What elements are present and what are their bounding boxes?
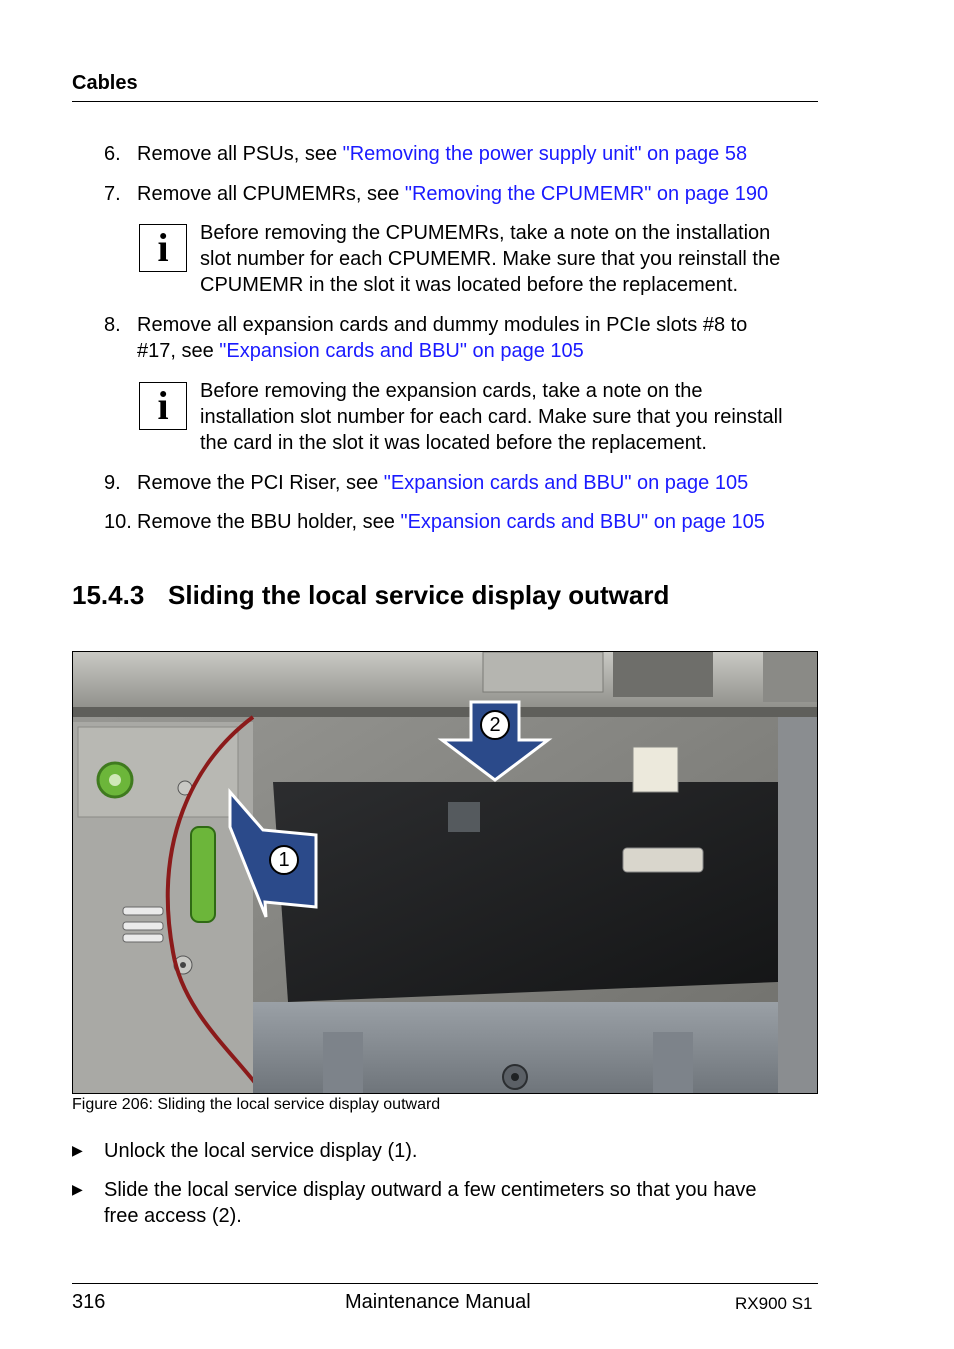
section-heading <box>72 580 669 611</box>
step-text: Remove all CPUMEMRs, see <box>137 183 405 205</box>
step-text: Remove the PCI Riser, see <box>137 472 384 494</box>
step-number: 8. <box>104 314 121 336</box>
info-icon: i <box>139 382 187 430</box>
link-removing-psu[interactable]: "Removing the power supply unit" on page 58 <box>342 143 748 165</box>
bullet-text-cont: free access (2). <box>104 1205 242 1227</box>
section-number: 15.4.3 <box>72 580 145 610</box>
step-6 <box>104 141 824 167</box>
step-text: Remove all PSUs, see <box>137 143 343 165</box>
note-cpumemr <box>200 220 820 298</box>
link-expansion-cards[interactable]: "Expansion cards and BBU" on page 105 <box>219 340 584 362</box>
step-text: Remove the BBU holder, see <box>137 511 401 533</box>
note-line: Before removing the CPUMEMRs, take a note on the installation <box>200 222 771 244</box>
info-icon: i <box>139 224 187 272</box>
bullet-slide <box>72 1176 812 1229</box>
triangle-bullet-icon: ▶ <box>72 1181 83 1197</box>
step-9 <box>104 470 824 496</box>
step-text-cont: #17, see <box>137 340 220 362</box>
footer-rule <box>72 1283 818 1284</box>
link-expansion-cards[interactable]: "Expansion cards and BBU" on page 105 <box>383 472 749 494</box>
manual-title: Maintenance Manual <box>345 1291 531 1313</box>
running-header: Cables <box>72 72 138 94</box>
header-rule <box>72 101 818 102</box>
step-number: 10. <box>104 511 132 533</box>
bullet-text: Unlock the local service display (1). <box>104 1140 418 1162</box>
triangle-bullet-icon: ▶ <box>72 1142 83 1158</box>
step-number: 7. <box>104 183 121 205</box>
step-10 <box>104 509 824 535</box>
step-8 <box>104 312 824 364</box>
note-expansion-cards <box>200 378 820 456</box>
step-text: Remove all expansion cards and dummy modules in PCIe slots #8 to <box>137 314 748 336</box>
link-removing-cpumemr[interactable]: "Removing the CPUMEMR" on page 190 <box>404 183 769 205</box>
bullet-text: Slide the local service display outward a few centimeters so that you have <box>104 1179 757 1201</box>
callout-1: 1 <box>269 845 299 875</box>
figure-caption: Figure 206: Sliding the local service display outward <box>72 1096 441 1113</box>
figure-illustration <box>73 652 817 1093</box>
note-line: installation slot number for each card. Make sure that you reinstall <box>200 406 783 428</box>
step-number: 6. <box>104 143 121 165</box>
page-number: 316 <box>72 1291 106 1313</box>
step-number: 9. <box>104 472 121 494</box>
callout-2: 2 <box>480 710 510 740</box>
bullet-unlock <box>72 1137 812 1164</box>
figure-service-display <box>72 651 818 1094</box>
note-line: CPUMEMR in the slot it was located before the replacement. <box>200 274 739 296</box>
note-line: the card in the slot it was located before the replacement. <box>200 432 707 454</box>
step-7 <box>104 181 824 207</box>
note-line: slot number for each CPUMEMR. Make sure that you reinstall the <box>200 248 781 270</box>
note-line: Before removing the expansion cards, take a note on the <box>200 380 703 402</box>
link-expansion-cards[interactable]: "Expansion cards and BBU" on page 105 <box>400 511 765 533</box>
model-name: RX900 S1 <box>735 1294 813 1313</box>
section-title: Sliding the local service display outward <box>168 580 670 610</box>
